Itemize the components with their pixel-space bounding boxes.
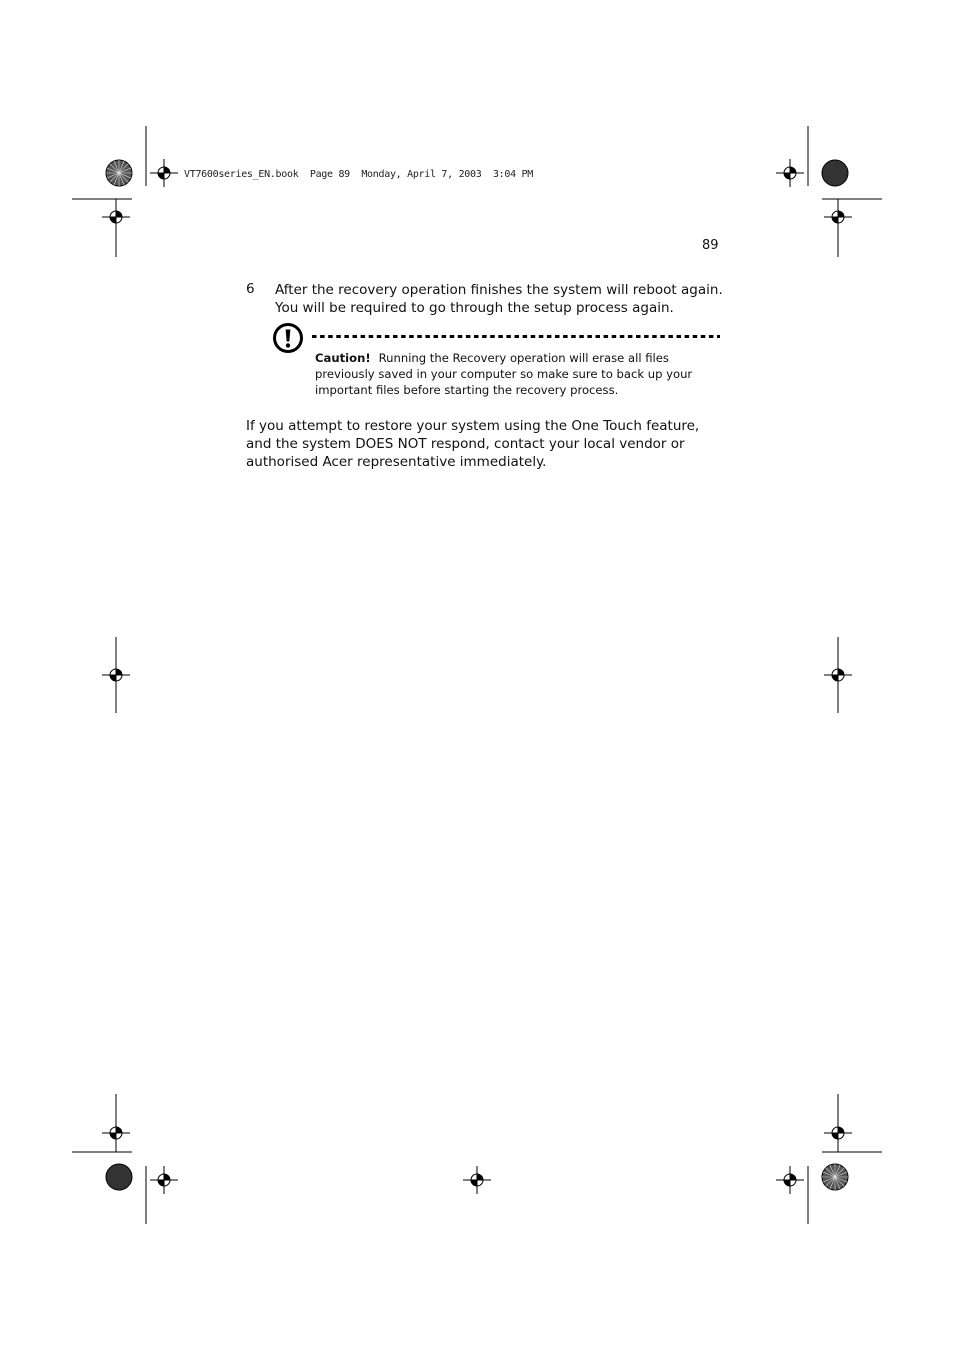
step-text: After the recovery operation finishes the system will reboot again. You will be required to go through the setup process again. bbox=[275, 282, 723, 316]
exclamation-circle-icon bbox=[272, 322, 304, 354]
body-paragraph: If you attempt to restore your system using the One Touch feature, and the system DOES NOT respond, contact your local vendor or authorised Acer representative immediately. bbox=[246, 418, 700, 470]
caution-body: Running the Recovery operation will erase all files previously saved in your computer so make sure to back up your important files before starting the recovery process. bbox=[315, 351, 693, 397]
caution-label: Caution! bbox=[315, 351, 371, 365]
file-slug: VT7600series_EN.book Page 89 Monday, April 7, 2003 3:04 PM bbox=[184, 169, 533, 180]
step-number: 6 bbox=[246, 281, 255, 297]
caution-note bbox=[315, 350, 720, 398]
page-number: 89 bbox=[702, 238, 719, 253]
caution-divider bbox=[312, 335, 720, 338]
